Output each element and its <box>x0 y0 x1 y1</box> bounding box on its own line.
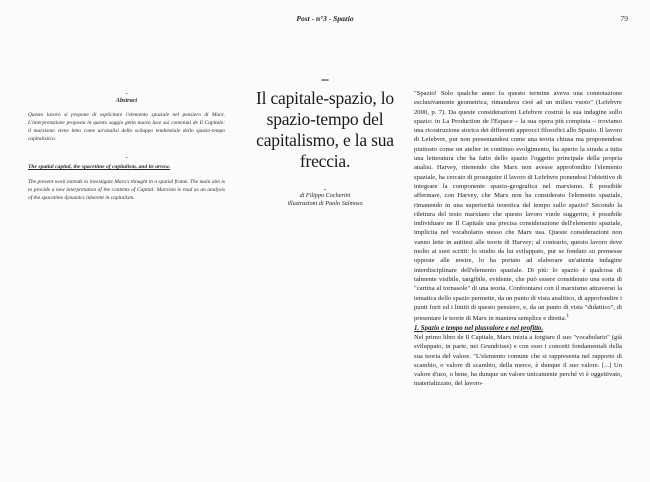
body-column <box>414 89 622 389</box>
page-number: 79 <box>620 14 628 23</box>
byline: di Filippo Cocherini <box>299 192 351 199</box>
section-heading: 1. Spazio e tempo nel plusvalore e nel profitto. <box>414 324 544 332</box>
abstract-dash: - <box>125 89 128 97</box>
body-paragraph <box>414 89 622 324</box>
illustrations-credit: illustrazioni di Paolo Salmoso <box>287 200 363 207</box>
footnote-marker: 1 <box>566 313 570 320</box>
article-title: Il capitale-spazio, lo spazio-tempo del capitalismo, e la sua freccia. <box>256 88 394 171</box>
body-paragraph: Nel primo libro de Il Capitale, Marx inizia a forgiare il suo "vocabolario" (già sviluppato, in parte, nei Grundrisse) e con esso i concetti fondamentali della sua teoria del valore. "L'elemento comune che si rappresenta nel rapporto di scambio, o valore di scambio, della merce, è dunque il suo valore. [...] Un valore d'uso, o bene, ha dunque un valore unicamente perché vi è oggettivato, materializzato, del lavoro- <box>414 333 622 388</box>
abstract-divider: - <box>125 153 128 162</box>
abstract-english: The present work intends to investigate Marx's thought in a spatial frame. The main aim is to provide a new interpretation of the contents of Capital: Marxism is read as an analysis of the spacetime dynamics inherent in capitalism. <box>28 178 225 201</box>
byline-dash: - <box>323 185 327 193</box>
abstract-english-title: The spatial capital, the spacetime of capitalism, and its arrow. <box>28 164 171 171</box>
abstract-heading: Abstract <box>115 97 138 104</box>
title-block <box>245 74 405 208</box>
running-head: Post - n°3 - Spazio <box>296 14 354 23</box>
abstract-italian: Questo lavoro si propone di esplicitare l'elemento spaziale nel pensiero di Marx. L'interpretazione proposta in questo saggio getta nuova luce sui contenuti de Il Capitale: il marxismo viene letto come un'analisi dello sviluppo tendenziale dello spazio-tempo capitalistico. <box>28 112 225 143</box>
abstract-column <box>28 90 225 202</box>
body-paragraph-text: "Spazio! Solo qualche anno fa questo termine aveva una connotazione esclusivamente geometrica, rimandava cioè ad un milieu vuoto" (Lefebvre 2000, p. 7). Da queste considerazioni Lefebvre costruì la sua indagine sullo spazio: in La Production de l'Espace – la sua opera più compiuta – troviamo una ricostruzione storica dei differenti approcci filosofici allo Spazio. Il lavoro di Lefebvre, pur non presentandosi come una teoria chiusa ma proponendosi piuttosto come un atelier in continuo svolgimento, ha aperto la strada a tutta una letteratura che ha fatto dello spazio l'oggetto principale della propria analisi. Harvey, ritenendo che Marx non avesse approfondito l'elemento spaziale, ha cercato di proseguire il lavoro di Lefebvre ponendosi l'obiettivo di integrare la componente spazio-geografica nel marxismo. È possibile affermare, con Harvey, che Marx non ha considerato l'elemento spaziale, rimanendo in una superiorità teoretica del tempo sullo spazio? Secondo la rilettura del testo marxiano che questo lavoro vuole suggerire, è possibile individuare ne Il Capitale una precisa considerazione dell'elemento spaziale, implicita nel vocabolario stesso che Marx usa. Queste considerazioni non vanno lette in antitesi alle teorie di Harvey; al contrario, questo lavoro deve molto ai suoi scritti: lo studio da lui sviluppato, pur se fondato su premesse opposte alle nostre, lo ha portato ad elaborare un'attenta indagine interdisciplinare dell'elemento spaziale. Di più: lo spazio è qualcosa di talmente visibile, tangibile, evidente, che può essere considerato una sorta di "cartina al tornasole" di una teoria. Confrontarsi con il marxismo attraverso la tematica dello spazio permette, da un punto di vista analitico, di approfondire i punti forti ed i limiti di questo pensiero, e, da un punto di vista "didattico", di presentare le teorie di Marx in maniera semplice e diretta. <box>414 90 622 323</box>
title-dash: – <box>321 72 329 87</box>
